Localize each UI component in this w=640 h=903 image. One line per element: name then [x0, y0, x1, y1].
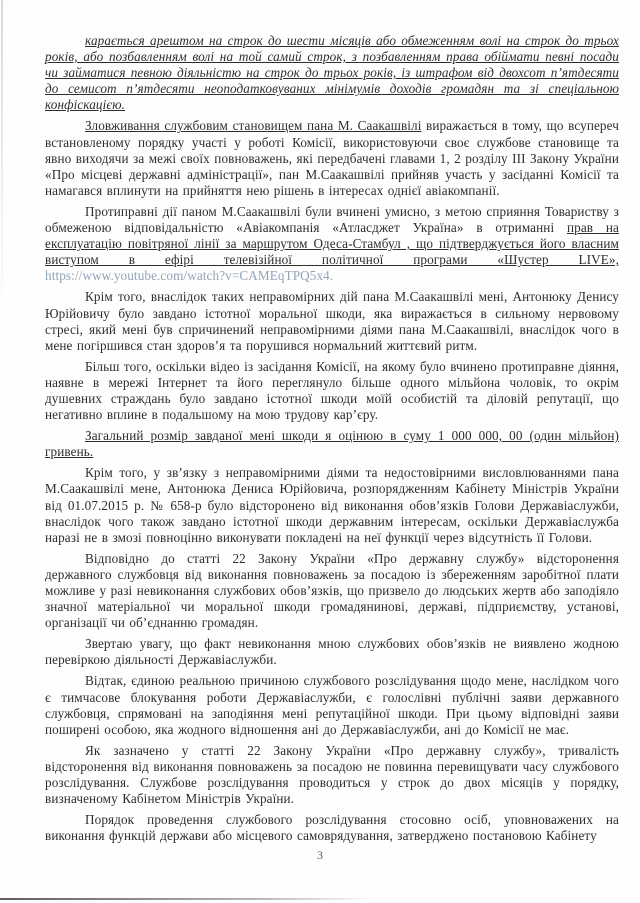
- paragraph-abuse-of-office: [45, 118, 619, 198]
- paragraph-law-article-22: [45, 551, 619, 631]
- paragraph-suspension-duration: [45, 743, 619, 807]
- suspension-order-text: Крім того, у зв’язку з неправомірними діями та недостовірними висловлюваннями пана М.Саакашвілі мене, Антонюка Дениса Юрійовича, розпорядженням Кабінету Міністрів України від 01.07.2015 р. № 658-р було відсторонено від виконання обов’язків Голови Державіаслужби, внаслідок чого також завдано істотної шкоди державним інтересам, оскільки Державіаслужба наразі не в змозі повноцінно виконувати покладені на неї функції через відсутність її Голови.: [45, 465, 619, 545]
- document-body: [45, 33, 619, 849]
- investigation-procedure-text: Порядок проведення службового розслідування стосовно осіб, уповноважених на виконання функцій держави або місцевого самоврядування, затверджено постановою Кабінету: [45, 812, 619, 844]
- page-number: 3: [317, 848, 323, 862]
- moral-damage-text: Крім того, внаслідок таких неправомірних дій пана М.Саакашвілі мені, Антонюку Денису Юрійовичу було завдано істотної моральної шкоди, яка виражається в сильному нервовому стресі, який мені був спричинений неправомірними діями пана М.Саакашвілі, внаслідок чого в мене погіршився стан здоров’я та порушився нормальний життєвий ритм.: [45, 289, 619, 353]
- unlawful-actions-text: Протиправні дії паном М.Саакашвілі були вчинені умисно, з метою сприяння Товариству з обмеженою відповідальністю «Авіакомпанія «Атласджет Україна» в отриманні: [45, 203, 619, 236]
- abuse-of-office-underlined: Зловживання службовим становищем пана М. Саакашвілі: [85, 118, 422, 134]
- paragraph-suspension-order: [45, 465, 619, 545]
- paragraph-moral-damage: [45, 289, 619, 353]
- damage-amount-text: Загальний розмір завданої мені шкоди я оцінюю в суму 1 000 000, 00 (один мільйон) гривень.: [45, 428, 619, 460]
- paragraph-no-violations-found: [45, 636, 619, 668]
- paragraph-reputation-damage: [45, 359, 619, 423]
- unlawful-actions-underlined: прав на експлуатацію повітряної лінії за маршрутом Одеса-Стамбул , що підтверджується його власним виступом в ефірі телевізійної політичної програми «Шустер LIVE»,: [45, 220, 619, 268]
- paragraph-real-cause: [45, 673, 619, 737]
- abuse-of-office-text: виражається в тому, що всупереч встановленому порядку участі у роботі Комісії, використовуючи своє службове становище та явно виходячи за межі своїх повноважень, які передбачені главами 1, 2 розділу ІІІ Закону України «Про місцеві державні адміністрації», пан М.Саакашвілі прийняв участь у засіданні Комісії та намагався вплинути на прийняття нею рішень в інтересах однієї авіакомпанії.: [45, 118, 619, 198]
- law-article-22-text: Відповідно до статті 22 Закону України «Про державну службу» відсторонення державного службовця від виконання повноважень за посадою із збереженням заробітної плати можливе у разі невиконання службових обов’язків, що призвело до людських жертв або заподіяло значної матеріальної чи моральної шкоди громадянинові, державі, підприємству, установі, організації чи об’єднанню громадян.: [45, 550, 619, 631]
- scan-edge-artifact-left: [1, 0, 3, 320]
- paragraph-damage-amount: [45, 428, 619, 460]
- suspension-duration-text: Як зазначено у статті 22 Закону України «Про державну службу», тривалість відсторонення від виконання повноважень за посадою не повинна перевищувати часу службового розслідування. Службове розслідування проводиться у строк до двох місяців у порядку, визначеному Кабінетом Міністрів України.: [45, 742, 619, 807]
- no-violations-found-text: Звертаю увагу, що факт невиконання мною службових обов’язків не виявлено жодною перевіркою діяльності Державіаслужби.: [45, 636, 619, 668]
- reputation-damage-text: Більш того, оскільки відео із засідання Комісії, на якому було вчинено протиправне діяння, наявне в мережі Інтернет та його переглянуло більше одного мільйона чоловік, то окрім душевних страждань було завдано істотної шкоди моїй особистій та діловій репутації, що негативно вплине в подальшому на мою трудову кар’єру.: [45, 358, 619, 423]
- paragraph-penalty-clause: [45, 33, 619, 113]
- real-cause-text: Відтак, єдиною реальною причиною службового розслідування щодо мене, наслідком чого є тимчасове блокування роботи Державіаслужби, є голослівні публічні заяви державного службовця, спрямовані на заподіяння мені репутаційної шкоди. При цьому відповідні заяви поширені особою, яка жодного відношення ані до Державіаслужби, ані до Комісії не має.: [45, 673, 619, 737]
- penalty-clause-text: карається арештом на строк до шести місяців або обмеженням волі на строк до трьох років, або позбавленням волі на той самий строк, з позбавленням права обіймати певні посади чи займатися певною діяльністю на строк до трьох років, із штрафом від двохсот п’ятдесяти до семисот п’ятдесяти неоподатковуваних мінімумів доходів громадян та зі спеціальною конфіскацією.: [45, 33, 619, 113]
- youtube-link-text: https://www.youtube.com/watch?v=CAMEqTPQ5x4.: [45, 268, 334, 284]
- paragraph-investigation-procedure: [45, 812, 619, 844]
- scan-edge-artifact-bottom: [0, 898, 372, 900]
- paragraph-unlawful-actions: [45, 204, 619, 284]
